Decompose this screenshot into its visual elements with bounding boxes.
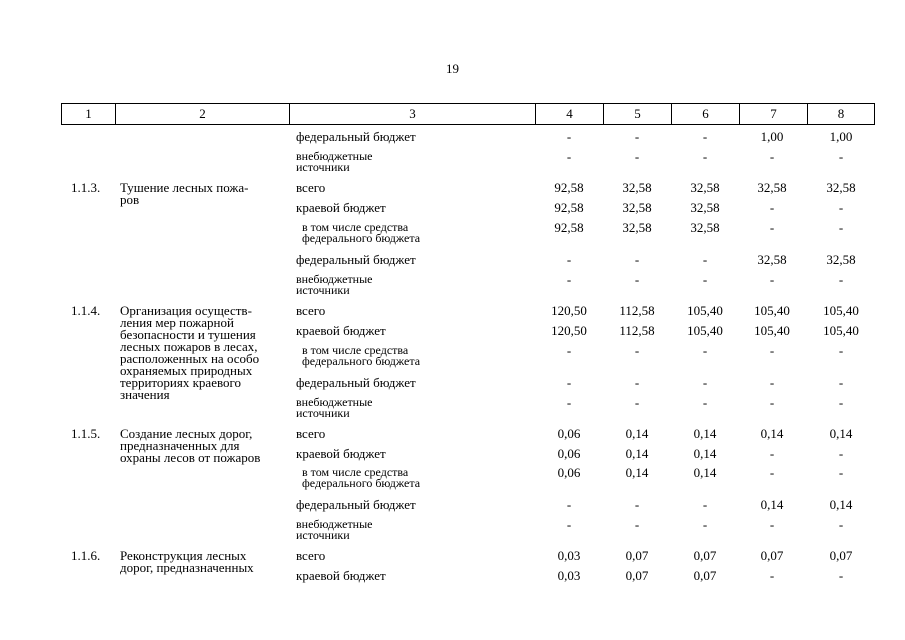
funding-source: федерального бюджета (302, 476, 421, 490)
row-name-line: территориях краевого (120, 375, 242, 390)
funding-source: всего (296, 303, 326, 318)
funding-source: федеральный бюджет (296, 375, 416, 390)
row-code: 1.1.4. (71, 303, 101, 318)
value-cell: - (838, 395, 844, 410)
funding-source: федерального бюджета (302, 354, 421, 368)
value-cell: - (769, 568, 775, 583)
value-cell: - (838, 375, 844, 390)
funding-source: федеральный бюджет (296, 252, 416, 267)
value-cell: - (566, 395, 572, 410)
value-cell: 0,07 (625, 548, 649, 563)
value-cell: - (634, 517, 640, 532)
value-cell: - (566, 497, 572, 512)
row-name-line: Тушение лесных пожа- (120, 180, 249, 195)
value-cell: 0,07 (693, 548, 717, 563)
funding-source: федеральный бюджет (296, 129, 416, 144)
value-cell: - (634, 343, 640, 358)
value-cell: - (566, 129, 572, 144)
funding-source: краевой бюджет (296, 200, 386, 215)
value-cell: - (566, 272, 572, 287)
row-name-line: ров (120, 192, 140, 207)
value-cell: - (634, 252, 640, 267)
header-cell-4: 4 (535, 104, 603, 124)
value-cell: - (702, 395, 708, 410)
row-name-line: лесных пожаров в лесах, (120, 339, 258, 354)
value-cell: - (702, 375, 708, 390)
funding-source: источники (296, 283, 350, 297)
value-cell: - (634, 497, 640, 512)
funding-source: в том числе средства (302, 465, 409, 479)
value-cell: 112,58 (619, 323, 655, 338)
header-cell-5: 5 (603, 104, 671, 124)
value-cell: 32,58 (690, 200, 720, 215)
value-cell: - (769, 465, 775, 480)
value-cell: 32,58 (757, 252, 787, 267)
value-cell: 0,14 (625, 426, 649, 441)
value-cell: - (702, 272, 708, 287)
value-cell: 32,58 (622, 220, 652, 235)
value-cell: - (838, 517, 844, 532)
header-cell-3: 3 (289, 104, 535, 124)
value-cell: 92,58 (554, 220, 584, 235)
value-cell: - (769, 200, 775, 215)
value-cell: - (838, 149, 844, 164)
row-name-line: охраны лесов от пожаров (120, 450, 261, 465)
funding-source: источники (296, 160, 350, 174)
funding-source: источники (296, 528, 350, 542)
value-cell: - (769, 395, 775, 410)
value-cell: - (838, 220, 844, 235)
value-cell: 0,07 (625, 568, 649, 583)
value-cell: 1,00 (829, 129, 853, 144)
row-code: 1.1.6. (71, 548, 101, 563)
value-cell: - (702, 129, 708, 144)
row-code: 1.1.5. (71, 426, 101, 441)
funding-source: всего (296, 426, 326, 441)
value-cell: - (566, 343, 572, 358)
value-cell: 0,06 (557, 446, 581, 461)
value-cell: - (769, 517, 775, 532)
funding-source: в том числе средства (302, 343, 409, 357)
value-cell: - (838, 465, 844, 480)
value-cell: 105,40 (687, 303, 723, 318)
header-cell-2: 2 (115, 104, 289, 124)
value-cell: 105,40 (687, 323, 723, 338)
value-cell: - (702, 343, 708, 358)
value-cell: 120,50 (551, 323, 587, 338)
value-cell: - (634, 375, 640, 390)
value-cell: - (838, 568, 844, 583)
value-cell: - (702, 149, 708, 164)
funding-source: всего (296, 180, 326, 195)
value-cell: 0,03 (557, 568, 581, 583)
value-cell: 105,40 (754, 323, 790, 338)
value-cell: 32,58 (826, 252, 856, 267)
value-cell: - (566, 517, 572, 532)
value-cell: 32,58 (690, 220, 720, 235)
value-cell: 32,58 (757, 180, 787, 195)
value-cell: 0,06 (557, 426, 581, 441)
value-cell: - (838, 446, 844, 461)
value-cell: 0,14 (693, 446, 717, 461)
row-name-line: безопасности и тушения (120, 327, 256, 342)
value-cell: - (634, 149, 640, 164)
value-cell: - (702, 517, 708, 532)
value-cell: 32,58 (690, 180, 720, 195)
row-name-line: Создание лесных дорог, (120, 426, 253, 441)
value-cell: - (769, 220, 775, 235)
value-cell: 0,14 (693, 426, 717, 441)
value-cell: 0,14 (625, 446, 649, 461)
value-cell: - (566, 149, 572, 164)
row-name-line: Организация осуществ- (120, 303, 252, 318)
row-name-line: Реконструкция лесных (120, 548, 247, 563)
value-cell: - (769, 149, 775, 164)
value-cell: - (634, 272, 640, 287)
value-cell: 0,14 (693, 465, 717, 480)
header-cell-6: 6 (671, 104, 739, 124)
value-cell: 1,00 (760, 129, 784, 144)
value-cell: 92,58 (554, 200, 584, 215)
value-cell: - (838, 272, 844, 287)
row-name-line: ления мер пожарной (120, 315, 234, 330)
funding-source: федерального бюджета (302, 231, 421, 245)
funding-source: внебюджетные (296, 149, 373, 163)
row-code: 1.1.3. (71, 180, 101, 195)
funding-source: краевой бюджет (296, 446, 386, 461)
value-cell: 0,14 (625, 465, 649, 480)
row-name-line: дорог, предназначенных (120, 560, 254, 575)
funding-source: всего (296, 548, 326, 563)
row-name-line: расположенных на особо (120, 351, 260, 366)
header-cell-7: 7 (739, 104, 807, 124)
value-cell: 32,58 (622, 180, 652, 195)
value-cell: - (769, 343, 775, 358)
value-cell: - (634, 395, 640, 410)
value-cell: 0,07 (829, 548, 853, 563)
page-number: 19 (446, 61, 459, 76)
value-cell: 0,14 (760, 426, 784, 441)
value-cell: - (566, 375, 572, 390)
value-cell: 112,58 (619, 303, 655, 318)
funding-source: федеральный бюджет (296, 497, 416, 512)
table-header (61, 103, 875, 125)
funding-source: краевой бюджет (296, 323, 386, 338)
row-name-line: предназначенных для (120, 438, 240, 453)
value-cell: 32,58 (826, 180, 856, 195)
value-cell: - (838, 343, 844, 358)
value-cell: - (702, 497, 708, 512)
value-cell: - (838, 200, 844, 215)
value-cell: 105,40 (823, 323, 859, 338)
value-cell: 32,58 (622, 200, 652, 215)
value-cell: - (702, 252, 708, 267)
funding-source: внебюджетные (296, 395, 373, 409)
row-name-line: значения (120, 387, 170, 402)
value-cell: 105,40 (754, 303, 790, 318)
value-cell: - (769, 446, 775, 461)
header-cell-1: 1 (61, 104, 115, 124)
value-cell: 0,14 (760, 497, 784, 512)
value-cell: 0,03 (557, 548, 581, 563)
value-cell: 0,14 (829, 497, 853, 512)
value-cell: 0,07 (693, 568, 717, 583)
value-cell: 0,06 (557, 465, 581, 480)
value-cell: 120,50 (551, 303, 587, 318)
value-cell: 0,07 (760, 548, 784, 563)
value-cell: - (769, 272, 775, 287)
value-cell: - (634, 129, 640, 144)
value-cell: 0,14 (829, 426, 853, 441)
value-cell: 105,40 (823, 303, 859, 318)
funding-source: краевой бюджет (296, 568, 386, 583)
value-cell: 92,58 (554, 180, 584, 195)
value-cell: - (566, 252, 572, 267)
header-cell-8: 8 (807, 104, 875, 124)
funding-source: внебюджетные (296, 272, 373, 286)
funding-source: в том числе средства (302, 220, 409, 234)
value-cell: - (769, 375, 775, 390)
funding-source: источники (296, 406, 350, 420)
row-name-line: охраняемых природных (120, 363, 253, 378)
funding-source: внебюджетные (296, 517, 373, 531)
